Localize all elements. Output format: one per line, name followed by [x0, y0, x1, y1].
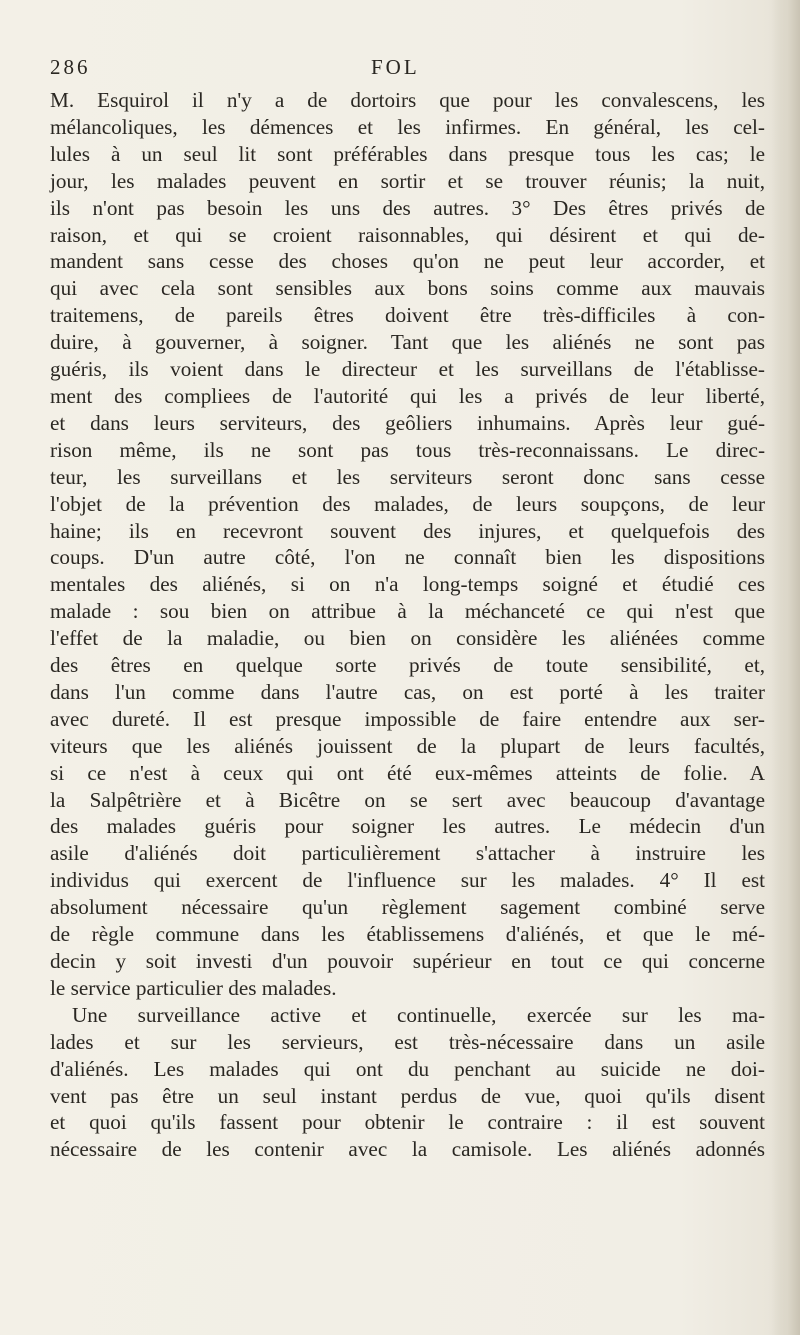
text-line: Une surveillance active et continuelle, exercée sur les ma-: [72, 1002, 765, 1027]
running-head: FOL: [371, 55, 420, 79]
text-line: teur, les surveillans et les serviteurs seront donc sans cesse: [50, 464, 765, 489]
paragraph: [50, 1002, 765, 1163]
text-line: mentales des aliénés, si on n'a long-temps soigné et étudié ces: [50, 572, 765, 597]
text-line: si ce n'est à ceux qui ont été eux-mêmes atteints de folie. A: [50, 760, 765, 785]
text-line: individus qui exercent de l'influence sur les malades. 4° Il est: [50, 868, 765, 893]
text-line: avec dureté. Il est presque impossible de faire entendre aux ser-: [50, 706, 765, 731]
text-line: et quoi qu'ils fassent pour obtenir le contraire : il est souvent: [50, 1110, 765, 1135]
text-line: lades et sur les servieurs, est très-nécessaire dans un asile: [50, 1029, 765, 1054]
page-edge-shadow: [772, 0, 800, 1335]
page-header: [0, 55, 800, 85]
text-line: des malades guéris pour soigner les autres. Le médecin d'un: [50, 814, 765, 839]
text-line: decin y soit investi d'un pouvoir supérieur en tout ce qui concerne: [50, 949, 765, 973]
text-line: le service particulier des malades.: [50, 975, 337, 1000]
text-line: ment des compliees de l'autorité qui les a privés de leur liberté,: [50, 383, 765, 408]
text-line: d'aliénés. Les malades qui ont du penchant au suicide ne doi-: [50, 1056, 765, 1081]
text-line: mélancoliques, les démences et les infirmes. En général, les cel-: [50, 114, 765, 139]
text-line: de règle commune dans les établissemens d'aliénés, et que le mé-: [50, 922, 765, 947]
text-line: absolument nécessaire qu'un règlement sagement combiné serve: [50, 895, 765, 920]
text-line: duire, à gouverner, à soigner. Tant que les aliénés ne sont pas: [50, 330, 765, 355]
body-text: [50, 87, 765, 1163]
text-line: raison, et qui se croient raisonnables, qui désirent et qui de-: [50, 222, 765, 247]
text-line: qui avec cela sont sensibles aux bons soins comme aux mauvais: [50, 276, 765, 301]
text-line: et dans leurs serviteurs, des geôliers inhumains. Après leur gué-: [50, 410, 765, 435]
text-line: nécessaire de les contenir avec la camisole. Les aliénés adonnés: [50, 1137, 765, 1162]
text-line: traitemens, de pareils êtres doivent être très-difficiles à con-: [50, 303, 765, 328]
text-line: M. Esquirol il n'y a de dortoirs que pour les convalescens, les: [50, 88, 765, 112]
text-line: guéris, ils voient dans le directeur et les surveillans de l'établisse-: [50, 357, 765, 382]
text-line: haine; ils en recevront souvent des injures, et quelquefois des: [50, 518, 765, 543]
text-line: des êtres en quelque sorte privés de toute sensibilité, et,: [50, 653, 765, 678]
text-line: malade : sou bien on attribue à la méchanceté ce qui n'est que: [50, 599, 765, 624]
text-line: l'objet de la prévention des malades, de leurs soupçons, de leur: [50, 491, 765, 516]
text-line: mandent sans cesse des choses qu'on ne peut leur accorder, et: [50, 249, 765, 274]
text-line: dans l'un comme dans l'autre cas, on est porté à les traiter: [50, 679, 765, 704]
text-line: ils n'ont pas besoin les uns des autres. 3° Des êtres privés de: [50, 195, 765, 220]
text-line: viteurs que les aliénés jouissent de la plupart de leurs facultés,: [50, 733, 765, 758]
text-line: asile d'aliénés doit particulièrement s'attacher à instruire les: [50, 841, 765, 866]
text-line: lules à un seul lit sont préférables dans presque tous les cas; le: [50, 141, 765, 166]
text-line: la Salpêtrière et à Bicêtre on se sert avec beaucoup d'avantage: [50, 787, 765, 812]
paragraph: [50, 87, 765, 1002]
text-line: vent pas être un seul instant perdus de vue, quoi qu'ils disent: [50, 1083, 765, 1108]
text-line: coups. D'un autre côté, l'on ne connaît bien les dispositions: [50, 545, 765, 570]
text-line: l'effet de la maladie, ou bien on considère les aliénées comme: [50, 626, 765, 651]
page-number: 286: [50, 55, 91, 79]
text-line: jour, les malades peuvent en sortir et se trouver réunis; la nuit,: [50, 168, 765, 193]
text-line: rison même, ils ne sont pas tous très-reconnaissans. Le direc-: [50, 437, 765, 462]
